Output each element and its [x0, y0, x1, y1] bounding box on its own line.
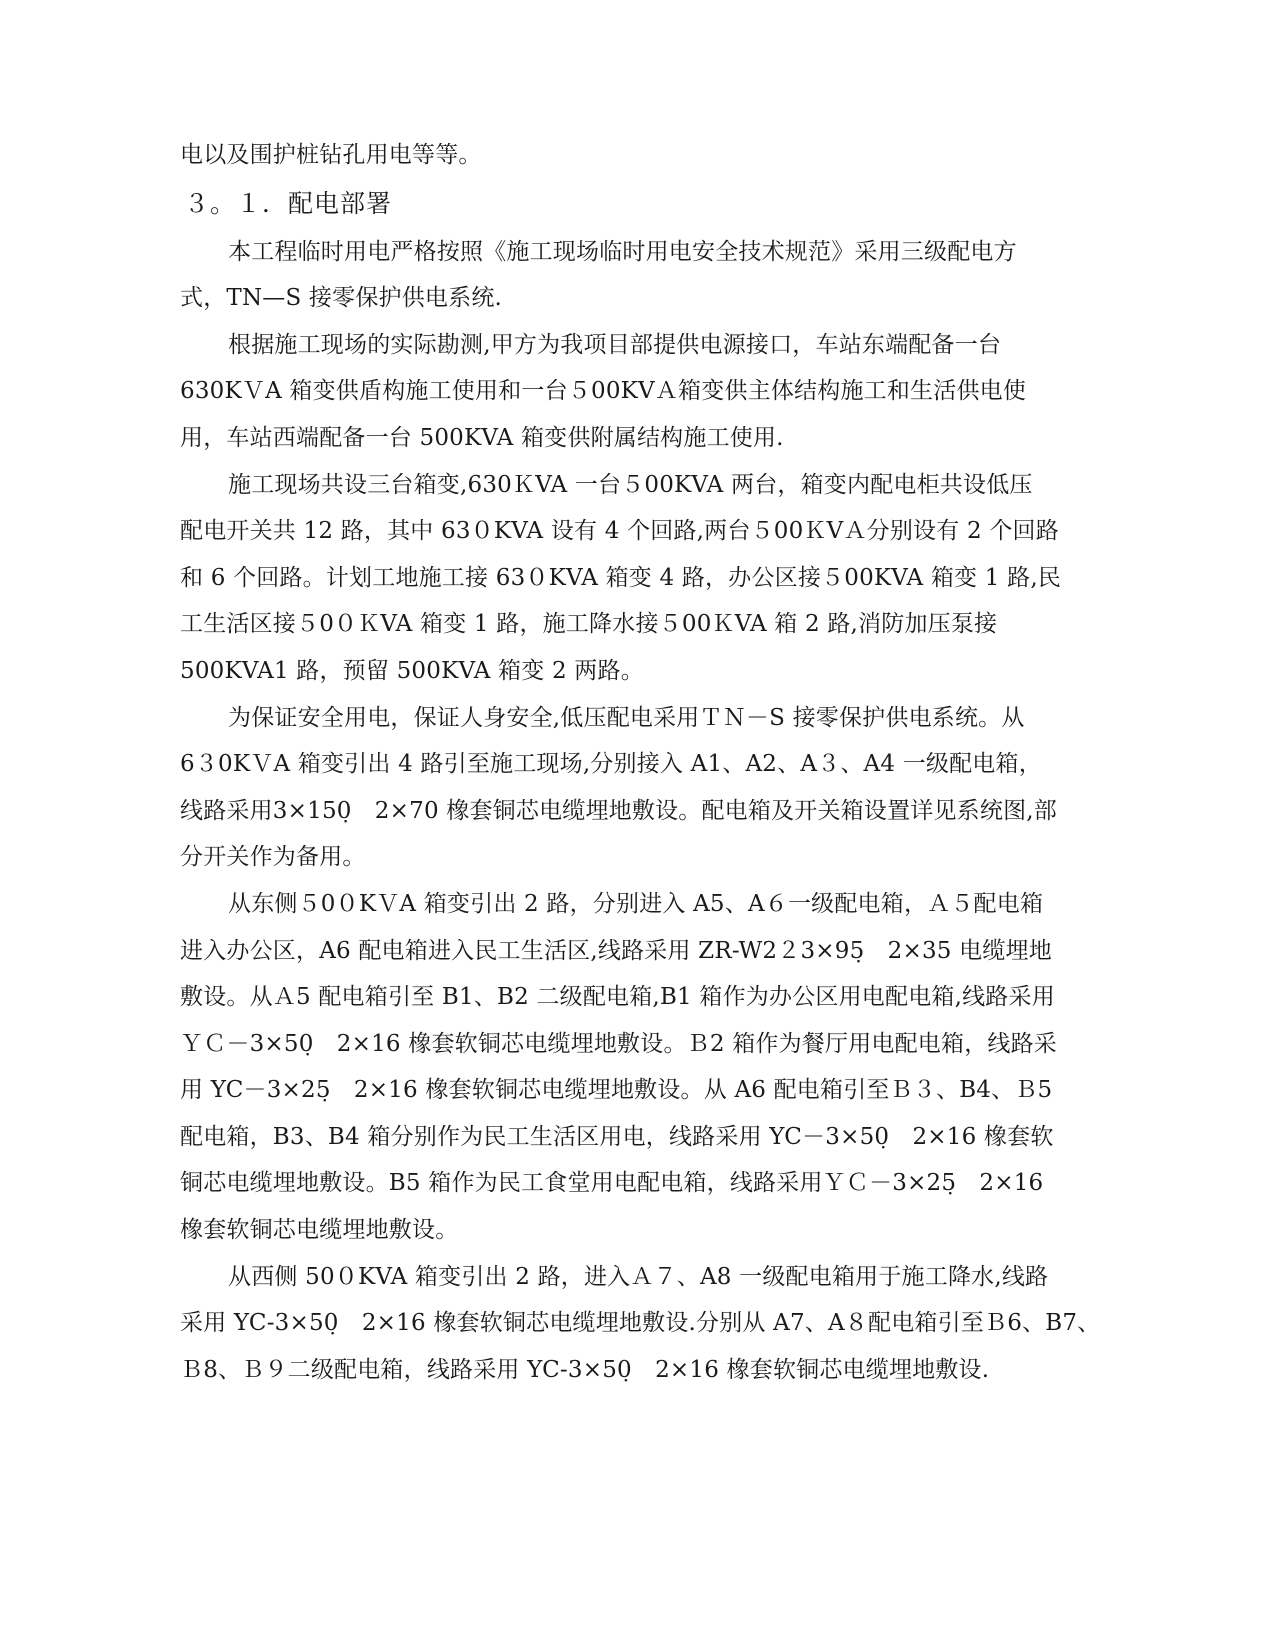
paragraph-line: 配电开关共 12 路，其中 63０KVA 设有 4 个回路,两台５00ＫVＡ分别设有 2 个回路	[180, 518, 1059, 545]
paragraph-line: 用，车站西端配备一台 500KVA 箱变供附属结构施工使用.	[180, 424, 784, 451]
paragraph-line: 采用 YC-3×50̣ 2×16 橡套软铜芯电缆埋地敷设.分别从 A7、A８配电箱引至Ｂ6、B7、	[180, 1310, 1101, 1337]
paragraph-line: 铜芯电缆埋地敷设。B5 箱作为民工食堂用电配电箱，线路采用ＹＣ－3×25̣ 2×16	[180, 1170, 1044, 1197]
paragraph-line: ＹＣ－3×50̣ 2×16 橡套软铜芯电缆埋地敷设。Ｂ2 箱作为餐厅用电配电箱，线路采	[180, 1030, 1057, 1057]
paragraph-line: 和 6 个回路。计划工地施工接 63０KVA 箱变 4 路，办公区接５00KVA 箱变 1 路,民	[180, 564, 1062, 591]
paragraph-line: 施工现场共设三台箱变,630ＫVA 一台５00KVA 两台，箱变内配电柜共设低压	[228, 471, 1033, 498]
section-heading: ３。１．配电部署	[184, 188, 393, 218]
paragraph-line: 式，TN—S 接零保护供电系统.	[180, 285, 503, 312]
paragraph-line: 进入办公区，A6 配电箱进入民工生活区,线路采用 ZR-W2２3×95̣ 2×35 电缆埋地	[180, 937, 1052, 964]
paragraph-line: 6３0KＶA 箱变引出 4 路引至施工现场,分别接入 A1、A2、A３、A4 一级配电箱，	[180, 751, 1042, 778]
paragraph-line: 敷设。从Ａ5 配电箱引至 B1、B2 二级配电箱,B1 箱作为办公区用电配电箱,线路采用	[180, 984, 1055, 1011]
paragraph-line: 用 YC－3×25̣ 2×16 橡套软铜芯电缆埋地敷设。从 A6 配电箱引至Ｂ３、B4、Ｂ5	[180, 1077, 1053, 1104]
paragraph-line: 630KＶA 箱变供盾构施工使用和一台５00KVＡ箱变供主体结构施工和生活供电使	[180, 378, 1027, 405]
paragraph-line: 橡套软铜芯电缆埋地敷设。	[180, 1217, 459, 1244]
paragraph-line: 本工程临时用电严格按照《施工现场临时用电安全技术规范》采用三级配电方	[228, 238, 1017, 265]
paragraph-line: 为保证安全用电，保证人身安全,低压配电采用ＴＮ－S 接零保护供电系统。从	[228, 704, 1025, 731]
paragraph-line: 从东侧５0０KＶA 箱变引出 2 路，分别进入 A5、A６一级配电箱，Ａ５配电箱	[228, 890, 1044, 917]
text-line: 电以及围护桩钻孔用电等等。	[180, 142, 482, 168]
paragraph-line: 500KVA1 路，预留 500KVA 箱变 2 两路。	[180, 657, 644, 684]
paragraph-line: 根据施工现场的实际勘测,甲方为我项目部提供电源接口，车站东端配备一台	[228, 331, 1002, 358]
paragraph-line: 分开关作为备用。	[180, 844, 366, 871]
paragraph-line: 线路采用3×150̣ 2×70 橡套铜芯电缆埋地敷设。配电箱及开关箱设置详见系统图,部	[180, 797, 1057, 824]
paragraph-line: 配电箱，B3、B4 箱分别作为民工生活区用电，线路采用 YC－3×50̣ 2×16 橡套软	[180, 1123, 1054, 1150]
paragraph-line: 工生活区接５0０ＫVA 箱变 1 路，施工降水接５00ＫVA 箱 2 路,消防加压泵接	[180, 611, 998, 638]
paragraph-line: Ｂ8、Ｂ９二级配电箱，线路采用 YC-3×50̣ 2×16 橡套软铜芯电缆埋地敷设.	[180, 1356, 990, 1383]
paragraph-line: 从西侧 50０KVA 箱变引出 2 路，进入Ａ７、A8 一级配电箱用于施工降水,线路	[228, 1263, 1049, 1290]
document-page	[180, 132, 1101, 1393]
